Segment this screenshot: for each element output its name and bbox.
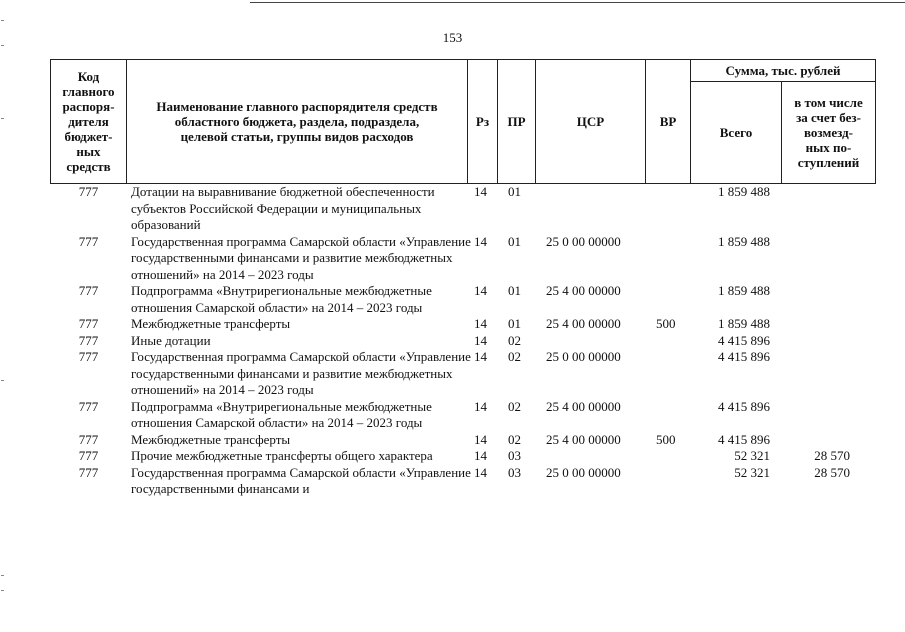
row-csr: 25 0 00 00000 xyxy=(546,233,621,249)
header-incl: в том числе за счет без- возмезд- ных по- ступлений xyxy=(781,81,876,184)
header-rz: Рз xyxy=(467,59,498,184)
row-csr: 25 4 00 00000 xyxy=(546,431,621,447)
row-total: 4 415 896 xyxy=(718,398,770,414)
row-vr: 500 xyxy=(656,316,676,331)
table-row xyxy=(50,349,876,399)
row-total: 1 859 488 xyxy=(718,184,770,199)
table-row xyxy=(50,333,876,350)
table-row xyxy=(50,465,876,498)
row-rz: 14 xyxy=(474,233,487,249)
row-name: Подпрограмма «Внутрирегиональные межбюджетные отношения Самарской области» на 2014 – 2023 годы xyxy=(131,283,432,315)
top-rule xyxy=(250,2,905,3)
row-code: 777 xyxy=(78,233,99,249)
row-name: Дотации на выравнивание бюджетной обеспеченности субъектов Российской Федерации и муниципальных образований xyxy=(131,184,435,232)
row-incl: 28 570 xyxy=(814,464,850,480)
row-total: 4 415 896 xyxy=(718,431,770,447)
row-rz: 14 xyxy=(474,332,487,348)
row-code: 777 xyxy=(78,316,99,331)
row-rz: 14 xyxy=(474,283,487,298)
row-total: 4 415 896 xyxy=(718,332,770,348)
row-code: 777 xyxy=(78,349,99,364)
page-number: 153 xyxy=(442,30,463,45)
table-row xyxy=(50,432,876,449)
row-total: 52 321 xyxy=(734,464,770,480)
row-pr: 02 xyxy=(508,398,521,414)
header-total: Всего xyxy=(690,81,782,184)
row-pr: 01 xyxy=(508,316,521,331)
row-pr: 01 xyxy=(508,184,521,199)
row-csr: 25 4 00 00000 xyxy=(546,398,621,414)
row-code: 777 xyxy=(78,464,99,480)
row-pr: 02 xyxy=(508,332,521,348)
row-rz: 14 xyxy=(474,431,487,447)
row-total: 1 859 488 xyxy=(718,283,770,298)
row-total: 52 321 xyxy=(734,448,770,463)
row-name: Подпрограмма «Внутрирегиональные межбюджетные отношения Самарской области» на 2014 – 2023 годы xyxy=(131,398,432,430)
row-rz: 14 xyxy=(474,464,487,480)
header-csr: ЦСР xyxy=(535,59,646,184)
row-incl: 28 570 xyxy=(814,448,850,463)
row-name: Государственная программа Самарской области «Управление государственными финансами и развитие межбюджетных отношений» на 2014 – 2023 годы xyxy=(131,349,471,397)
row-csr: 25 4 00 00000 xyxy=(546,316,621,331)
table-row xyxy=(50,448,876,465)
row-name: Межбюджетные трансферты xyxy=(131,316,291,331)
header-pr: ПР xyxy=(497,59,536,184)
row-code: 777 xyxy=(78,448,99,463)
row-total: 1 859 488 xyxy=(718,316,770,331)
row-pr: 02 xyxy=(508,349,521,364)
row-csr: 25 4 00 00000 xyxy=(546,283,621,298)
table-row xyxy=(50,283,876,316)
table-row xyxy=(50,399,876,432)
table-body xyxy=(50,184,876,498)
row-rz: 14 xyxy=(474,184,487,199)
row-pr: 02 xyxy=(508,431,521,447)
row-name: Иные дотации xyxy=(131,332,211,348)
header-name: Наименование главного распорядителя средств областного бюджета, раздела, подраздела, целевой статьи, группы видов расходов xyxy=(126,59,468,184)
scan-edge-marks xyxy=(0,0,6,632)
row-pr: 01 xyxy=(508,283,521,298)
row-csr: 25 0 00 00000 xyxy=(546,464,621,480)
table-row xyxy=(50,184,876,234)
header-sum: Сумма, тыс. рублей xyxy=(690,59,876,82)
row-name: Прочие межбюджетные трансферты общего характера xyxy=(131,448,433,463)
header-code: Код главного распоря- дителя бюджет- ных средств xyxy=(50,59,127,184)
row-name: Государственная программа Самарской области «Управление государственными финансами и развитие межбюджетных отношений» на 2014 – 2023 годы xyxy=(131,233,471,282)
table-row xyxy=(50,316,876,333)
row-code: 777 xyxy=(78,332,99,348)
row-rz: 14 xyxy=(474,316,487,331)
row-total: 1 859 488 xyxy=(718,233,770,249)
row-name: Государственная программа Самарской области «Управление государственными финансами и xyxy=(131,464,471,496)
row-name: Межбюджетные трансферты xyxy=(131,431,291,447)
row-pr: 03 xyxy=(508,464,521,480)
row-code: 777 xyxy=(78,283,99,298)
table-row xyxy=(50,234,876,284)
row-code: 777 xyxy=(78,184,99,199)
row-vr: 500 xyxy=(656,431,676,447)
row-rz: 14 xyxy=(474,349,487,364)
row-code: 777 xyxy=(78,431,99,447)
row-pr: 01 xyxy=(508,233,521,249)
row-pr: 03 xyxy=(508,448,521,463)
row-rz: 14 xyxy=(474,398,487,414)
row-rz: 14 xyxy=(474,448,487,463)
header-vr: ВР xyxy=(645,59,691,184)
row-code: 777 xyxy=(78,398,99,414)
row-total: 4 415 896 xyxy=(718,349,770,364)
row-csr: 25 0 00 00000 xyxy=(546,349,621,364)
